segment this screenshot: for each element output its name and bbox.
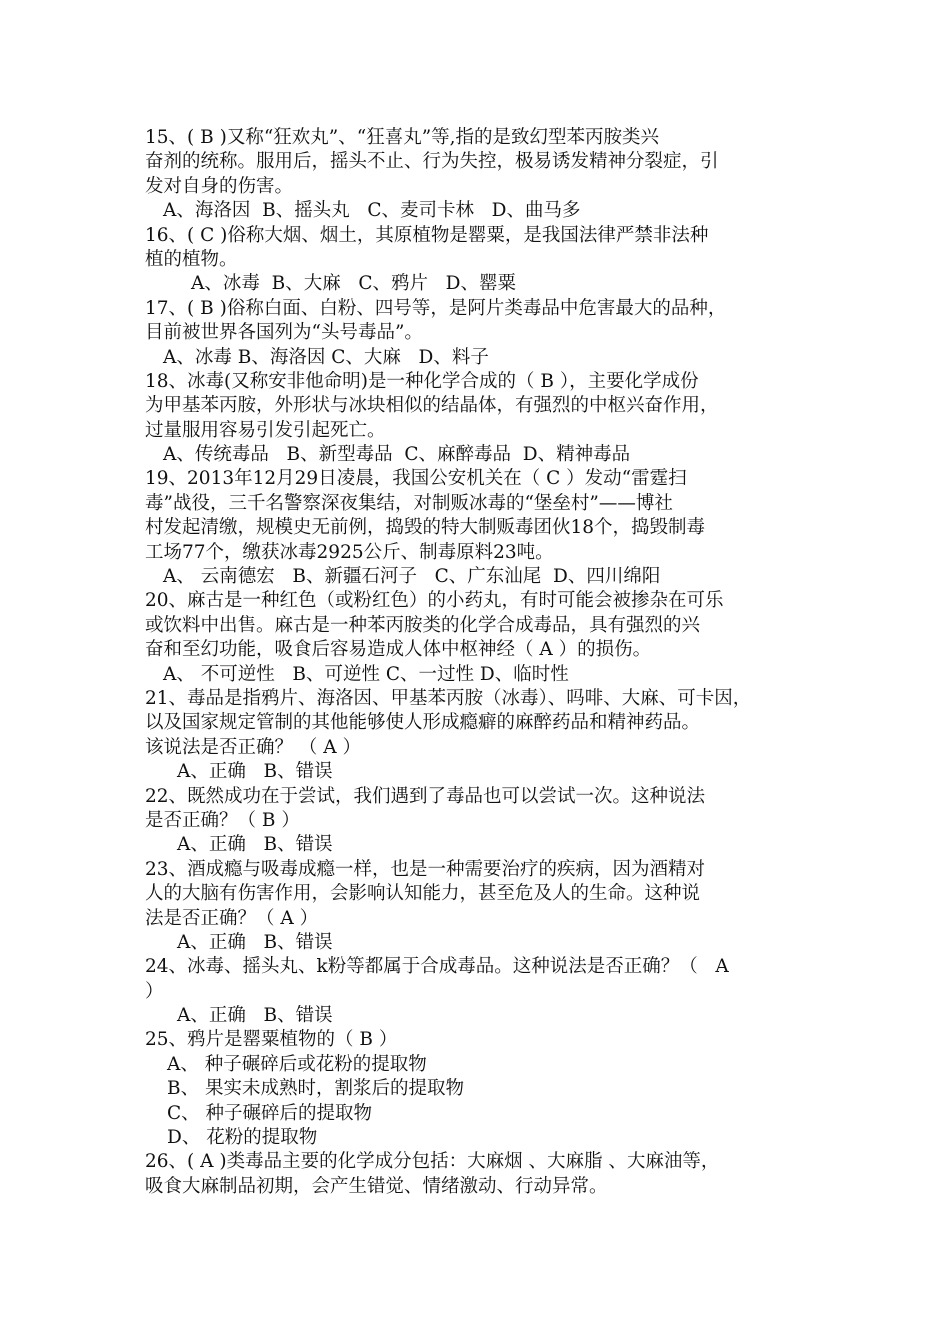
text-line: 21、毒品是指鸦片、海洛因、甲基苯丙胺（冰毒）、吗啡、大麻、可卡因， bbox=[145, 687, 752, 709]
text-line: 植的植物。 bbox=[145, 248, 238, 270]
text-line: 16、( C )俗称大烟、烟土，其原植物是罂粟，是我国法律严禁非法种 bbox=[145, 224, 709, 246]
text-line: 奋和至幻功能，吸食后容易造成人体中枢神经（ A ）的损伤。 bbox=[145, 639, 652, 661]
text-line: A、 种子碾碎后或花粉的提取物 bbox=[167, 1053, 427, 1075]
text-line: 19、2013年12月29日凌晨，我国公安机关在（ C ）发动“雷霆扫 bbox=[145, 468, 687, 490]
text-line: 以及国家规定管制的其他能够使人形成瘾癖的麻醉药品和精神药品。 bbox=[145, 712, 701, 734]
text-line: A、正确 B、错误 bbox=[177, 931, 333, 953]
text-line: A、传统毒品 B、新型毒品 C、麻醉毒品 D、精神毒品 bbox=[163, 444, 631, 466]
text-line: ） bbox=[145, 980, 164, 1002]
text-line: 人的大脑有伤害作用，会影响认知能力，甚至危及人的生命。这种说 bbox=[145, 883, 701, 905]
text-line: A、 不可逆性 B、可逆性 C、一过性 D、临时性 bbox=[163, 663, 569, 685]
text-line: A、 云南德宏 B、新疆石河子 C、广东汕尾 D、四川绵阳 bbox=[163, 566, 661, 588]
text-line: C、 种子碾碎后的提取物 bbox=[167, 1102, 373, 1124]
text-line: D、 花粉的提取物 bbox=[167, 1127, 318, 1149]
text-line: 过量服用容易引发引起死亡。 bbox=[145, 419, 386, 441]
text-line: A、冰毒 B、海洛因 C、大麻 D、料子 bbox=[163, 346, 489, 368]
text-line: 20、麻古是一种红色（或粉红色）的小药丸，有时可能会被掺杂在可乐 bbox=[145, 590, 724, 612]
text-line: 为甲基苯丙胺，外形状与冰块相似的结晶体，有强烈的中枢兴奋作用， bbox=[145, 395, 719, 417]
text-line: 25、鸦片是罂粟植物的（ B ） bbox=[145, 1029, 398, 1051]
text-line: 毒”战役，三千名警察深夜集结，对制贩冰毒的“堡垒村”——博社 bbox=[145, 492, 673, 514]
text-line: 18、冰毒(又称安非他命明)是一种化学合成的（ B ），主要化学成份 bbox=[145, 370, 699, 392]
text-line: 工场77个，缴获冰毒2925公斤、制毒原料23吨。 bbox=[145, 541, 554, 563]
text-line: 22、既然成功在于尝试，我们遇到了毒品也可以尝试一次。这种说法 bbox=[145, 785, 706, 807]
document-body bbox=[145, 126, 825, 1199]
text-line: 26、( A )类毒品主要的化学成分包括：大麻烟 、大麻脂 、大麻油等， bbox=[145, 1151, 720, 1173]
text-line: 或饮料中出售。麻古是一种苯丙胺类的化学合成毒品，具有强烈的兴 bbox=[145, 614, 701, 636]
text-line: 24、冰毒、摇头丸、k粉等都属于合成毒品。这种说法是否正确？（ A bbox=[145, 956, 729, 978]
text-line: 吸食大麻制品初期，会产生错觉、情绪激动、行动异常。 bbox=[145, 1175, 608, 1197]
text-line: 23、酒成瘾与吸毒成瘾一样，也是一种需要治疗的疾病，因为酒精对 bbox=[145, 858, 706, 880]
text-line: A、海洛因 B、摇头丸 C、麦司卡林 D、曲马多 bbox=[163, 200, 581, 222]
text-line: 奋剂的统称。服用后，摇头不止、行为失控，极易诱发精神分裂症，引 bbox=[145, 151, 719, 173]
text-line: 目前被世界各国列为“头号毒品”。 bbox=[145, 322, 423, 344]
text-line: 是否正确？（ B ） bbox=[145, 809, 300, 831]
text-line: B、 果实未成熟时，割浆后的提取物 bbox=[167, 1078, 464, 1100]
text-line: A、正确 B、错误 bbox=[177, 834, 333, 856]
text-line: A、正确 B、错误 bbox=[177, 761, 333, 783]
text-line: 15、( B )又称“狂欢丸”、“狂喜丸”等,指的是致幻型苯丙胺类兴 bbox=[145, 127, 660, 148]
text-line: A、冰毒 B、大麻 C、鸦片 D、罂粟 bbox=[191, 273, 516, 295]
text-line: 法是否正确？（ A ） bbox=[145, 907, 319, 929]
text-line: A、正确 B、错误 bbox=[177, 1005, 333, 1027]
text-line: 村发起清缴，规模史无前例，捣毁的特大制贩毒团伙18个，捣毁制毒 bbox=[145, 517, 706, 539]
text-line: 该说法是否正确？ （ A ） bbox=[145, 736, 362, 758]
text-line: 17、( B )俗称白面、白粉、四号等，是阿片类毒品中危害最大的品种， bbox=[145, 297, 727, 319]
text-line: 发对自身的伤害。 bbox=[145, 175, 294, 197]
